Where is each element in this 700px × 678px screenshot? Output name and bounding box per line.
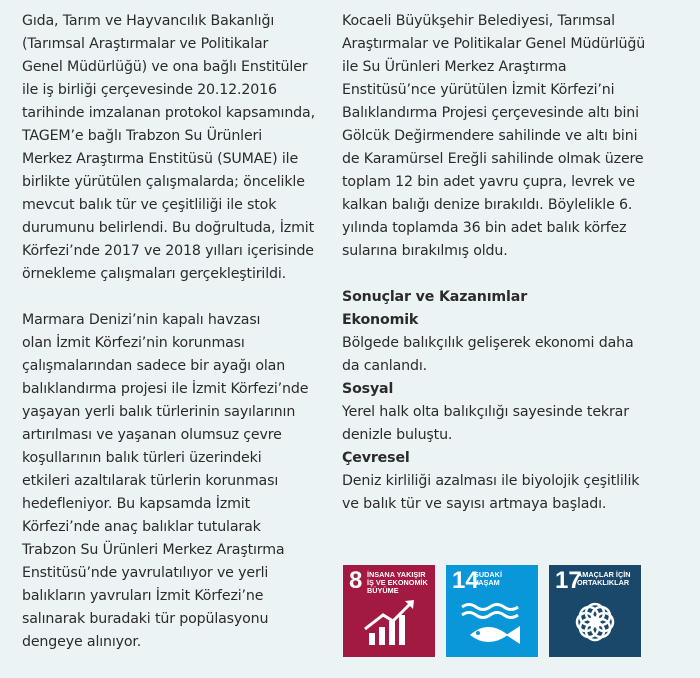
sdg-17-badge [549,565,641,657]
release-paragraph [342,10,682,263]
text-line: Enstitüsü’nde yavrulatılıyor ve yerli [22,565,269,581]
sdg-number: 14 [452,567,479,594]
text-line: artırılması ve yaşanan olumsuz çevre [22,427,282,443]
text-line: Gıda, Tarım ve Hayvancılık Bakanlığı [22,13,275,29]
text-line: etkileri azaltılarak türlerin korunması [22,473,279,489]
text-line: Körfezi’nde 2017 ve 2018 yılları içerisinde [22,243,314,259]
text-line: de Karamürsel Ereğli sahilinde olmak üzere [342,151,644,167]
sdg-label: AMAÇLAR İÇİN ORTAKLIKLAR [577,570,631,587]
social-text: Yerel halk olta balıkçılığı sayesinde tekrar [342,404,629,420]
text-line: olan İzmit Körfezi’nin korunması [22,335,245,351]
text-line: Araştırmalar ve Politikalar Genel Müdürlüğü [342,36,646,52]
social-heading: Sosyal [342,381,394,397]
text-line: yaşayan yerli balık türlerinin sayılarının [22,404,296,420]
text-line: TAGEM’e bağlı Trabzon Su Ürünleri [22,128,263,144]
results-heading: Sonuçlar ve Kazanımlar [342,289,528,305]
text-line: dengeye alınıyor. [22,634,142,650]
text-line: (Tarımsal Araştırmalar ve Politikalar [22,36,269,52]
economic-text: Bölgede balıkçılık gelişerek ekonomi daha [342,335,634,351]
text-line: Trabzon Su Ürünleri Merkez Araştırma [22,542,285,558]
text-line: mevcut balık tür ve çeşitliliği ile stok [22,197,277,213]
text-line: tarihinde imzalanan protokol kapsamında, [22,105,315,121]
text-line: kalkan balığı denize bırakıldı. Böylelikle 6. [342,197,633,213]
text-line: toplam 12 bin adet yavru çupra, levrek ve [342,174,635,190]
text-line: birlikte yürütülen çalışmalarda; öncelikle [22,174,305,190]
sdg-badges [343,565,641,657]
text-line: örnekleme çalışmaları gerçekleştirildi. [22,266,287,282]
sdg-label: İNSANA YAKIŞIR İŞ VE EKONOMİK BÜYÜME [367,570,428,595]
left-column [22,10,322,654]
text-line: hedefleniyor. Bu kapsamda İzmit [22,496,251,512]
text-line: durumunu belirlendi. Bu doğrultuda, İzmit [22,220,314,236]
social-text: denizle buluştu. [342,427,453,443]
right-column [342,10,682,516]
text-line: ile Su Ürünleri Merkez Araştırma [342,59,567,75]
text-line: Gölcük Değirmendere sahilinde ve altı bini [342,128,638,144]
text-line: Körfezi’nde anaç balıklar tutularak [22,519,261,535]
text-line: çalışmalarından sadece bir ayağı olan [22,358,286,374]
environmental-text: Deniz kirliliği azalması ile biyolojik çeşitlilik [342,473,640,489]
text-line: Balıklandırma Projesi çerçevesinde altı bini [342,105,639,121]
text-line: balıkların yavruları İzmit Körfezi’ne [22,588,264,604]
sdg-number: 8 [349,567,363,594]
text-line: sularına bırakılmış oldu. [342,243,508,259]
sdg-8-badge [343,565,435,657]
text-line: Kocaeli Büyükşehir Belediyesi, Tarımsal [342,13,615,29]
text-line: Genel Müdürlüğü) ve ona bağlı Enstitüler [22,59,308,75]
text-line: ile iş birliği çerçevesinde 20.12.2016 [22,82,277,98]
sdg-label: SUDAKİ YAŞAM [474,570,502,587]
text-line: Enstitüsü’nce yürütülen İzmit Körfezi’ni [342,82,615,98]
text-line: koşullarının balık türleri üzerindeki [22,450,262,466]
environmental-text: ve balık tür ve sayısı artmaya başladı. [342,496,607,512]
sdg-number: 17 [555,567,582,594]
sdg-14-badge [446,565,538,657]
project-paragraph [22,309,322,654]
text-line: Marmara Denizi’nin kapalı havzası [22,312,261,328]
text-line: yılında toplamda 36 bin adet balık körfez [342,220,627,236]
economic-heading: Ekonomik [342,312,419,328]
text-line: Merkez Araştırma Enstitüsü (SUMAE) ile [22,151,299,167]
environmental-heading: Çevresel [342,450,410,466]
text-line: salınarak buradaki tür popülasyonu [22,611,269,627]
text-line: balıklandırma projesi ile İzmit Körfezi’nde [22,381,309,397]
intro-paragraph [22,10,322,286]
economic-text: da canlandı. [342,358,427,374]
